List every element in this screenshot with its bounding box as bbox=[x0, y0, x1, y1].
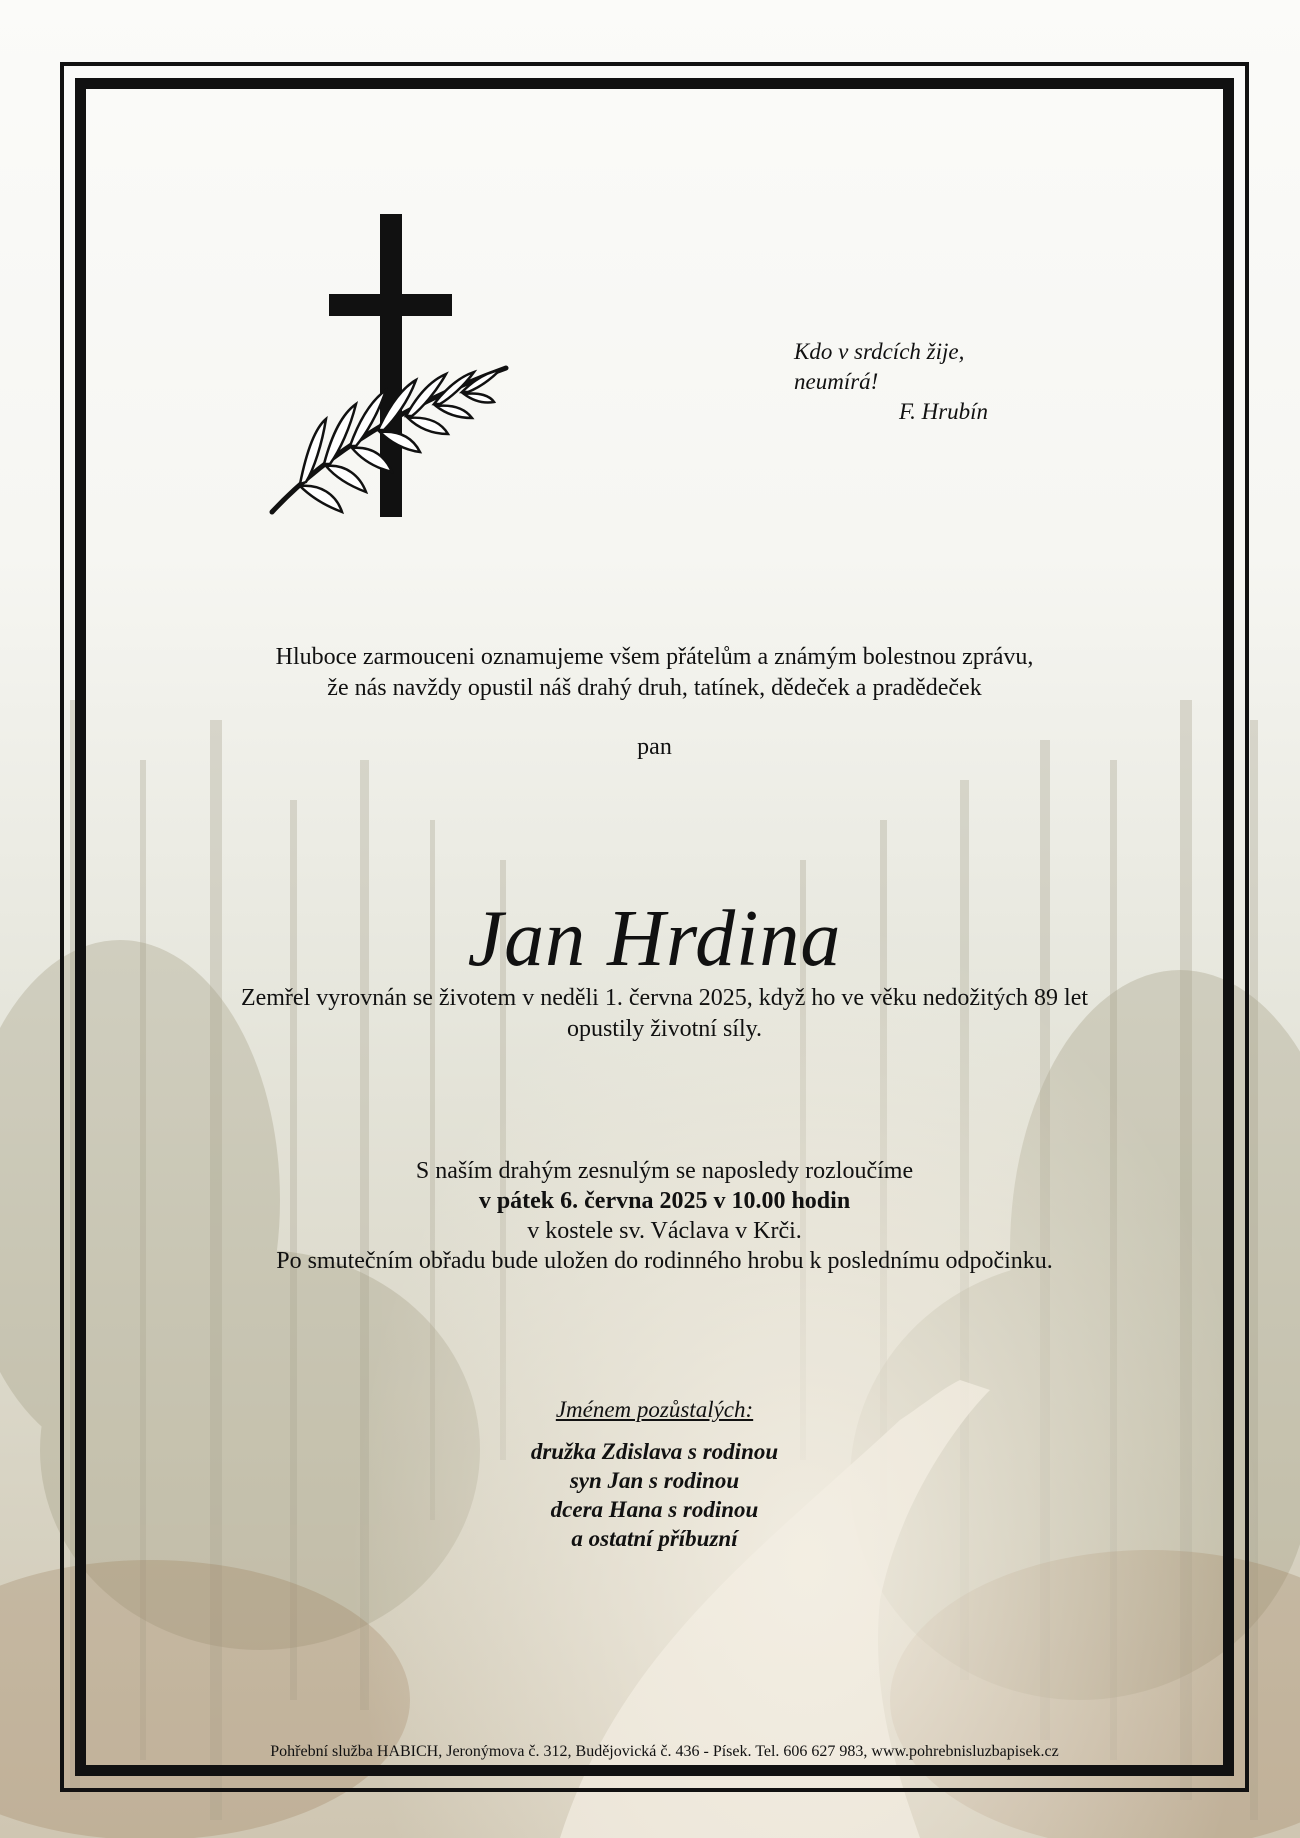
survivor-item: syn Jan s rodinou bbox=[569, 1468, 740, 1493]
death-info bbox=[86, 983, 1233, 1045]
quote-line-1: Kdo v srdcích žije, bbox=[794, 339, 965, 364]
announcement-line-1: Hluboce zarmouceni oznamujeme všem přátelům a známým bolestnou zprávu, bbox=[275, 644, 1034, 670]
survivors-list bbox=[86, 1395, 1223, 1553]
survivor-item: a ostatní příbuzní bbox=[571, 1526, 738, 1551]
farewell-intro: S naším drahým zesnulým se naposledy rozloučíme bbox=[415, 1158, 914, 1184]
memorial-quote bbox=[794, 337, 988, 427]
obituary-card bbox=[86, 89, 1223, 1765]
quote-author: F. Hrubín bbox=[899, 399, 989, 424]
quote-line-2: neumírá! bbox=[794, 369, 879, 394]
title-word: pan bbox=[637, 734, 672, 760]
funeral-service-footer: Pohřební služba HABICH, Jeronýmova č. 312, Budějovická č. 436 - Písek. Tel. 606 627 983, www.pohrebnisluzbapisek.cz bbox=[270, 1743, 1059, 1760]
survivors-heading: Jménem pozůstalých: bbox=[555, 1397, 754, 1422]
cross-with-palm-icon bbox=[266, 214, 516, 534]
survivor-item: dcera Hana s rodinou bbox=[550, 1497, 759, 1522]
farewell-place: v kostele sv. Václava v Krči. bbox=[527, 1218, 802, 1244]
farewell-date: v pátek 6. června 2025 v 10.00 hodin bbox=[478, 1188, 851, 1214]
announcement-line-2: že nás navždy opustil náš drahý druh, tatínek, dědeček a pradědeček bbox=[327, 675, 982, 701]
deceased-name: Jan Hrdina bbox=[467, 895, 842, 983]
announcement-text bbox=[86, 642, 1223, 704]
burial-info: Po smutečním obřadu bude uložen do rodinného hrobu k poslednímu odpočinku. bbox=[276, 1248, 1053, 1274]
farewell-info bbox=[86, 1156, 1233, 1276]
death-info-line-1: Zemřel vyrovnán se životem v neděli 1. června 2025, když ho ve věku nedožitých 89 let bbox=[240, 985, 1089, 1011]
death-info-line-2: opustily životní síly. bbox=[566, 1016, 763, 1042]
survivor-item: družka Zdislava s rodinou bbox=[530, 1439, 779, 1464]
